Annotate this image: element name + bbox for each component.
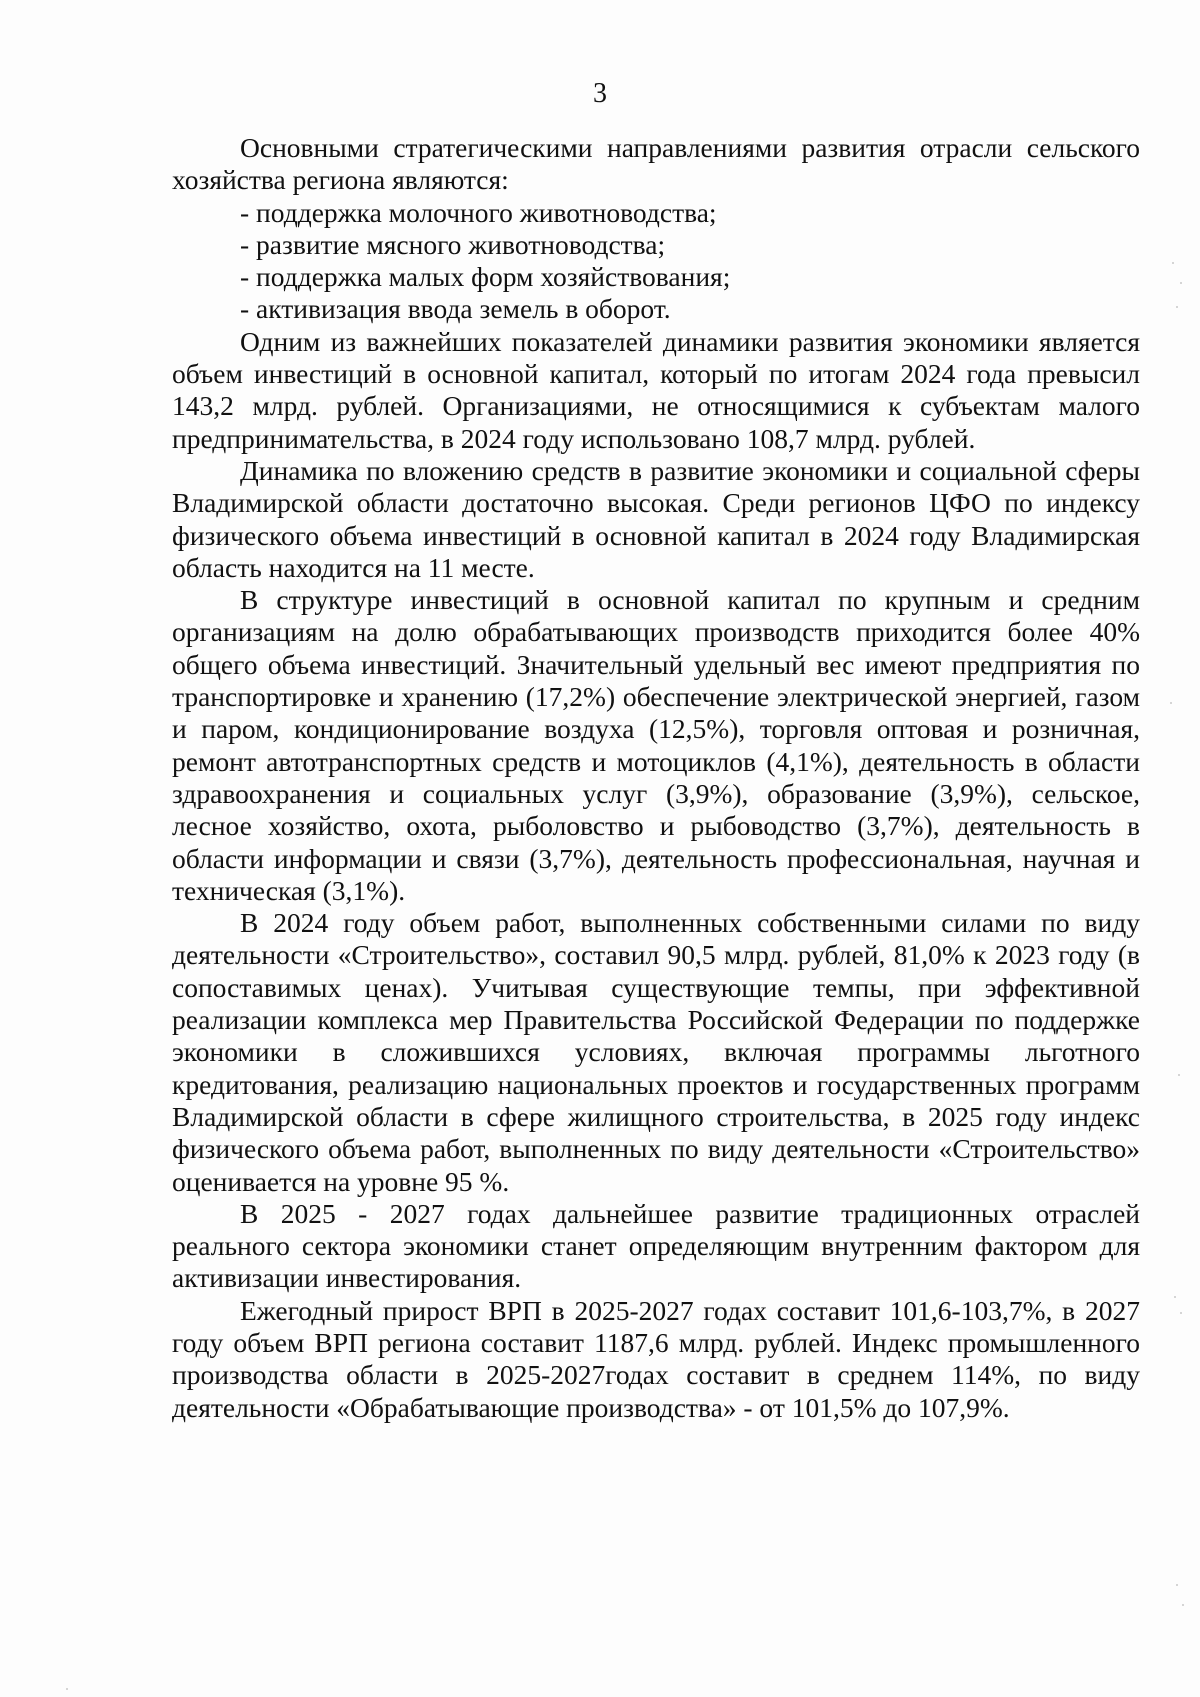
paragraph-dynamics: Динамика по вложению средств в развитие экономики и социальной сферы Владимирской области достаточно высокая. Среди регионов ЦФО по индексу физического объема инвестиций в основной капитал в 2024 году Владимирская область находится на 11 месте.: [172, 454, 1140, 583]
list-item: - развитие мясного животноводства;: [240, 228, 666, 260]
scan-speck: [1182, 1604, 1184, 1606]
scan-speck: [1174, 1296, 1176, 1298]
page-number: 3: [593, 78, 607, 109]
paragraph-grp: Ежегодный прирост ВРП в 2025-2027 годах составит 101,6-103,7%, в 2027 году объем ВРП региона составит 1187,6 млрд. рублей. Индекс промышленного производства области в 2025-2027годах составит в среднем 114%, по виду деятельности «Обрабатывающие производства» - от 101,5% до 107,9%.: [172, 1294, 1140, 1423]
scan-speck: [1172, 262, 1174, 264]
scan-speck: [1178, 1074, 1180, 1076]
document-body: [172, 132, 1140, 1424]
paragraph-development: В 2025 - 2027 годах дальнейшее развитие традиционных отраслей реального сектора экономики станет определяющим внутренним фактором для активизации инвестирования.: [172, 1197, 1140, 1294]
list-item: - поддержка молочного животноводства;: [240, 196, 717, 228]
scan-speck: [1180, 282, 1182, 284]
scan-speck: [1180, 1312, 1182, 1314]
paragraph-construction: В 2024 году объем работ, выполненных собственными силами по виду деятельности «Строительство», составил 90,5 млрд. рублей, 81,0% к 2023 году (в сопоставимых ценах). Учитывая существующие темпы, при эффективной реализации комплекса мер Правительства Российской Федерации по поддержке экономики в сложившихся условиях, включая программы льготного кредитования, реализацию национальных проектов и государственных программ Владимирской области в сфере жилищного строительства, в 2025 году индекс физического объема работ, выполненных по виду деятельности «Строительство» оценивается на уровне 95 %.: [172, 907, 1140, 1197]
scan-speck: [1176, 306, 1178, 308]
scan-speck: [1170, 702, 1172, 704]
paragraph-investments: Одним из важнейших показателей динамики развития экономики является объем инвестиций в основной капитал, который по итогам 2024 года превысил 143,2 млрд. рублей. Организациями, не относящимися к субъектам малого предпринимательства, в 2024 году использовано 108,7 млрд. рублей.: [172, 325, 1140, 454]
scan-speck: [66, 1688, 68, 1690]
paragraph-structure: В структуре инвестиций в основной капитал по крупным и средним организациям на долю обрабатывающих производств приходится более 40% общего объема инвестиций. Значительный удельный вес имеют предприятия по транспортировке и хранению (17,2%) обеспечение электрической энергией, газом и паром, кондиционирование воздуха (12,5%), торговля оптовая и розничная, ремонт автотранспортных средств и мотоциклов (4,1%), деятельность в области здравоохранения и социальных услуг (3,9%), образование (3,9%), сельское, лесное хозяйство, охота, рыболовство и рыбоводство (3,7%), деятельность в области информации и связи (3,7%), деятельность профессиональная, научная и техническая (3,1%).: [172, 584, 1140, 906]
scan-speck: [1176, 1584, 1178, 1586]
list-item: - поддержка малых форм хозяйствования;: [240, 261, 731, 293]
directions-list: [172, 197, 1140, 326]
list-item: - активизация ввода земель в оборот.: [240, 293, 671, 325]
intro-paragraph: Основными стратегическими направлениями развития отрасли сельского хозяйства региона являются:: [172, 132, 1140, 196]
